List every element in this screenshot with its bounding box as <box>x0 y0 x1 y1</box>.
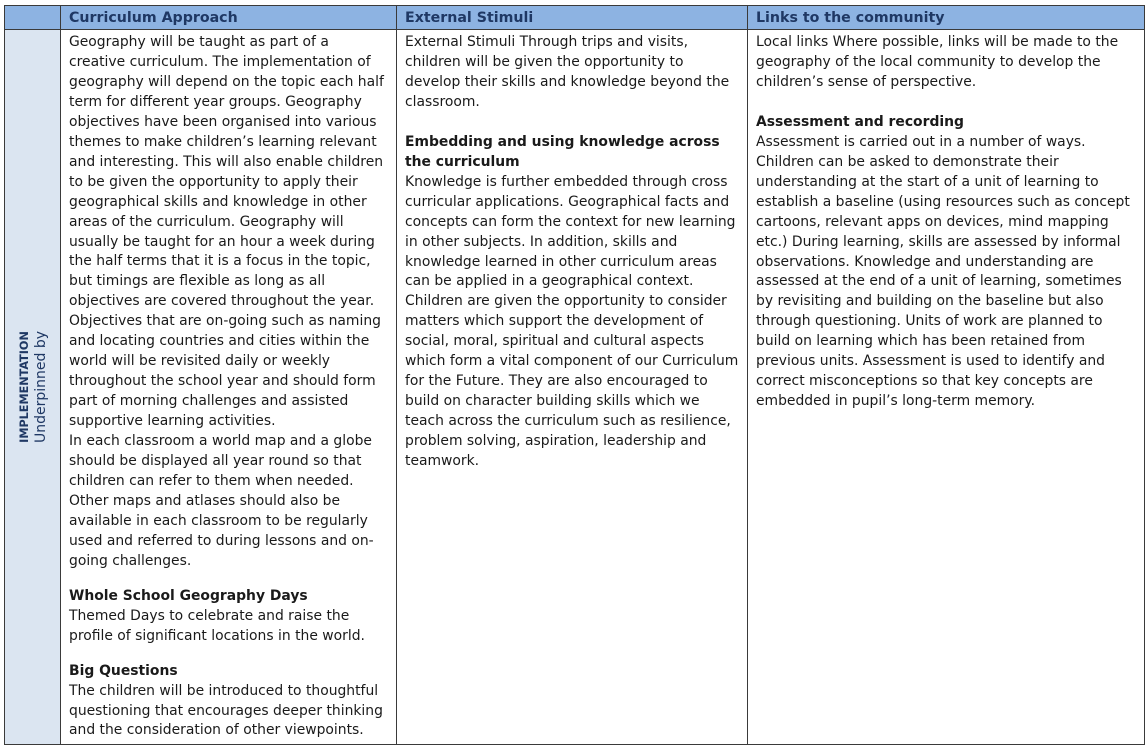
links-to-community-cell <box>748 30 1145 745</box>
external-stimuli-paragraph-1: External Stimuli Through trips and visits, children will be given the opportunity to develop their skills and knowledge beyond the classroom. <box>405 34 730 110</box>
header-links-to-community: Links to the community <box>748 6 1145 30</box>
big-questions-heading: Big Questions <box>69 662 178 679</box>
assessment-recording-heading: Assessment and recording <box>756 113 964 130</box>
curriculum-approach-cell <box>61 30 397 745</box>
embedding-knowledge-heading: Embedding and using knowledge across the curriculum <box>405 133 720 170</box>
embedding-knowledge-paragraph-1: Knowledge is further embedded through cross curricular applications. Geographical facts and concepts can form the context for new learning in other subjects. In addition, skills and knowledge learned in other curriculum areas can be applied in a geographical context. <box>405 173 736 290</box>
implementation-table <box>4 5 1145 745</box>
content-row <box>5 30 1145 745</box>
side-label-cell <box>5 30 61 745</box>
curriculum-approach-paragraph-2: Objectives that are on-going such as naming and locating countries and cities within the world will be revisited daily or weekly throughout the school year and should form part of morning challenges and assisted supportive learning activities. <box>69 313 381 430</box>
header-external-stimuli: External Stimuli <box>397 6 748 30</box>
whole-school-geography-days-text: Themed Days to celebrate and raise the profile of significant locations in the world. <box>69 607 365 644</box>
curriculum-approach-paragraph-3: In each classroom a world map and a globe should be displayed all year round so that children can refer to them when needed. Other maps and atlases should also be available in each classroom to be regularly used and referred to during lessons and on-going challenges. <box>69 433 374 569</box>
side-label <box>17 331 49 443</box>
header-row <box>5 6 1145 30</box>
external-stimuli-cell <box>397 30 748 745</box>
assessment-recording-paragraph: Assessment is carried out in a number of ways. Children can be asked to demonstrate their understanding at the start of a unit of learning to establish a baseline (using resources such as concept cartoons, relevant apps on devices, mind mapping etc.) During learning, skills are assessed by informal observations. Knowledge and understanding are assessed at the end of a unit of learning, sometimes by revisiting and building on the baseline but also through questioning. Units of work are planned to build on learning which has been retained from previous units. Assessment is used to identify and correct misconceptions so that key concepts are embedded in pupil’s long-term memory. <box>756 133 1130 410</box>
header-corner-cell <box>5 6 61 30</box>
whole-school-geography-days-heading: Whole School Geography Days <box>69 587 308 604</box>
side-title: IMPLEMENTATION <box>17 331 31 443</box>
curriculum-approach-paragraph-1: Geography will be taught as part of a creative curriculum. The implementation of geography will depend on the topic each half term for different year groups. Geography objectives have been organised into various themes to make children’s learning relevant and interesting. This will also enable children to be given the opportunity to apply their geographical skills and knowledge in other areas of the curriculum. Geography will usually be taught for an hour a week during the half terms that it is a focus in the topic, but timings are flexible as long as all objectives are covered throughout the year. <box>69 34 384 310</box>
header-curriculum-approach: Curriculum Approach <box>61 6 397 30</box>
local-links-paragraph: Local links Where possible, links will be made to the geography of the local community to develop the children’s sense of perspective. <box>756 34 1119 90</box>
embedding-knowledge-paragraph-2: Children are given the opportunity to consider matters which support the development of social, moral, spiritual and cultural aspects which form a vital component of our Curriculum for the Future. They are also encouraged to build on character building skills which we teach across the curriculum such as resilience, problem solving, aspiration, leadership and teamwork. <box>405 293 739 470</box>
big-questions-text: The children will be introduced to thoughtful questioning that encourages deeper thinking and the consideration of other viewpoints. <box>69 682 383 739</box>
side-subtitle: Underpinned by <box>32 330 49 444</box>
